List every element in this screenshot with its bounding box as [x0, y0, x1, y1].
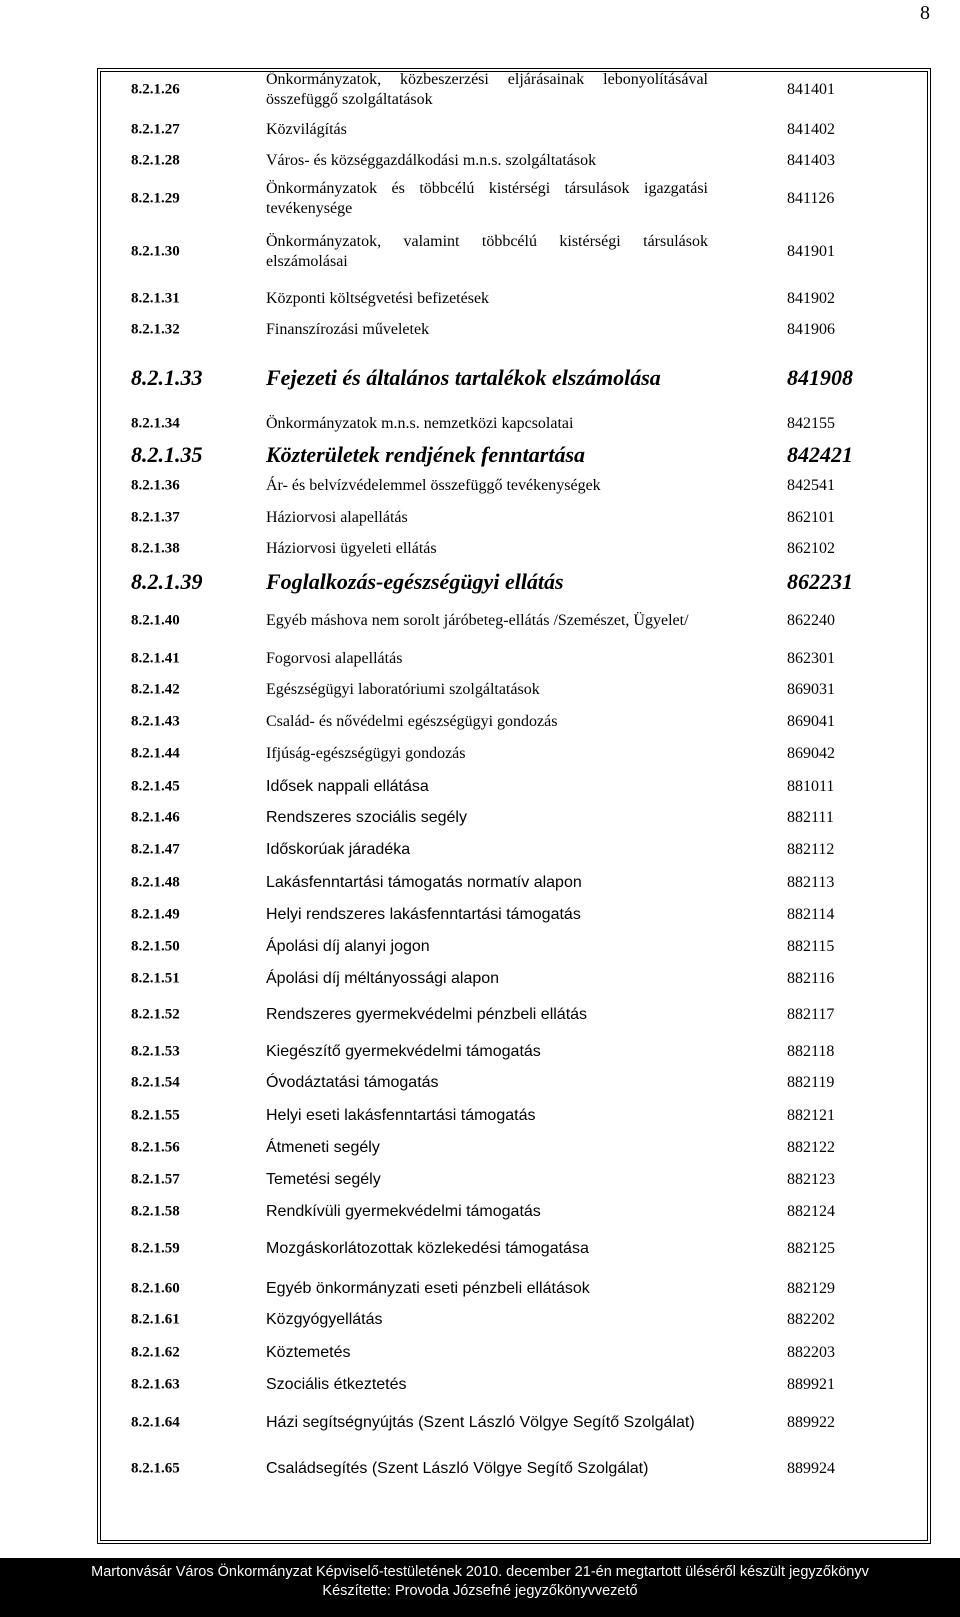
row-code: 8.2.1.44: [131, 745, 180, 762]
row-code: 8.2.1.46: [131, 809, 180, 826]
row-code: 8.2.1.65: [131, 1460, 180, 1477]
row-code: 8.2.1.58: [131, 1203, 180, 1220]
row-code: 8.2.1.37: [131, 509, 180, 526]
row-name: Mozgáskorlátozottak közlekedési támogatása: [266, 1240, 589, 1257]
row-num: 881011: [787, 778, 835, 795]
row-name: Háziorvosi alapellátás: [266, 509, 408, 526]
row-name: Család- és nővédelmi egészségügyi gondozás: [266, 713, 558, 730]
row-num: 882122: [787, 1139, 835, 1156]
row-code: 8.2.1.60: [131, 1280, 180, 1297]
row-name: Finanszírozási műveletek: [266, 321, 430, 338]
row-num: 882202: [787, 1311, 835, 1328]
row-num: 882114: [787, 906, 835, 923]
row-code: 8.2.1.34: [131, 415, 180, 432]
row-name: Ápolási díj méltányossági alapon: [266, 970, 500, 987]
table-row: [0, 1374, 960, 1396]
row-name: Központi költségvetési befizetések: [266, 290, 490, 307]
row-name: Családsegítés (Szent László Völgye Segítő Szolgálat): [266, 1460, 649, 1477]
page-footer: [0, 1558, 960, 1617]
row-num: 841402: [787, 121, 835, 138]
row-num: 869031: [787, 681, 835, 698]
table-row: [0, 179, 960, 219]
row-name: Átmeneti segély: [266, 1139, 380, 1156]
row-code: 8.2.1.27: [131, 121, 180, 138]
table-row: [0, 1201, 960, 1223]
row-name: Rendszeres szociális segély: [266, 809, 467, 826]
row-name: Önkormányzatok m.n.s. nemzetközi kapcsolatai: [266, 415, 574, 432]
row-code: 8.2.1.43: [131, 713, 180, 730]
table-row: [0, 352, 960, 404]
table-row: [0, 70, 960, 110]
table-row: [0, 743, 960, 765]
row-code: 8.2.1.45: [131, 778, 180, 795]
table-row: [0, 475, 960, 497]
row-code: 8.2.1.35: [131, 442, 203, 467]
table-row: [0, 150, 960, 172]
table-row: [0, 1309, 960, 1331]
table-row: [0, 1229, 960, 1269]
row-num: 882118: [787, 1043, 835, 1060]
row-num: 882115: [787, 938, 835, 955]
row-num: 882203: [787, 1344, 835, 1361]
row-code: 8.2.1.26: [131, 81, 180, 98]
row-name: Egyéb máshova nem sorolt járóbeteg-ellátás /Szemészet, Ügyelet/: [266, 612, 689, 629]
row-num: 882129: [787, 1280, 835, 1297]
table-row: [0, 119, 960, 141]
row-code: 8.2.1.52: [131, 1006, 180, 1023]
table-row: [0, 1004, 960, 1026]
row-num: 882121: [787, 1107, 835, 1124]
row-code: 8.2.1.62: [131, 1344, 180, 1361]
table-row: [0, 413, 960, 435]
row-code: 8.2.1.31: [131, 290, 180, 307]
row-code: 8.2.1.55: [131, 1107, 180, 1124]
table-row: [0, 1169, 960, 1191]
table-row: [0, 968, 960, 990]
row-name: Kiegészítő gyermekvédelmi támogatás: [266, 1043, 541, 1060]
row-num: 862231: [787, 569, 853, 594]
row-num: 841908: [787, 365, 853, 390]
row-num: 862301: [787, 650, 835, 667]
row-num: 862240: [787, 612, 835, 629]
row-num: 862101: [787, 509, 835, 526]
row-num: 882124: [787, 1203, 835, 1220]
row-num: 882119: [787, 1074, 835, 1091]
table-row: [0, 1105, 960, 1127]
row-code: 8.2.1.40: [131, 612, 180, 629]
row-name: Közvilágítás: [266, 121, 347, 138]
row-num: 862102: [787, 540, 835, 557]
row-num: 882113: [787, 874, 835, 891]
table-row: [0, 711, 960, 733]
row-code: 8.2.1.28: [131, 152, 180, 169]
row-code: 8.2.1.54: [131, 1074, 180, 1091]
row-name: Önkormányzatok, valamint többcélú kistérségi társulások elszámolásai: [266, 233, 708, 270]
row-name: Háziorvosi ügyeleti ellátás: [266, 540, 437, 557]
table-row: [0, 807, 960, 829]
row-code: 8.2.1.57: [131, 1171, 180, 1188]
table-row: [0, 571, 960, 593]
row-name: Város- és községgazdálkodási m.n.s. szolgáltatások: [266, 152, 597, 169]
table-row: [0, 1342, 960, 1364]
table-row: [0, 1137, 960, 1159]
row-code: 8.2.1.64: [131, 1414, 180, 1431]
row-name: Ápolási díj alanyi jogon: [266, 938, 430, 955]
row-name: Önkormányzatok és többcélú kistérségi társulások igazgatási tevékenysége: [266, 180, 708, 217]
row-num: 889924: [787, 1460, 835, 1477]
row-code: 8.2.1.42: [131, 681, 180, 698]
row-name: Egyéb önkormányzati eseti pénzbeli ellátások: [266, 1280, 590, 1297]
row-code: 8.2.1.47: [131, 841, 180, 858]
row-num: 841126: [787, 190, 835, 207]
row-num: 842155: [787, 415, 835, 432]
row-code: 8.2.1.51: [131, 970, 180, 987]
row-num: 841906: [787, 321, 835, 338]
row-name: Házi segítségnyújtás (Szent László Völgye Segítő Szolgálat): [266, 1414, 695, 1431]
row-name: Rendkívüli gyermekvédelmi támogatás: [266, 1203, 541, 1220]
row-name: Szociális étkeztetés: [266, 1376, 407, 1393]
table-row: [0, 936, 960, 958]
row-code: 8.2.1.49: [131, 906, 180, 923]
table-row: [0, 288, 960, 310]
row-code: 8.2.1.41: [131, 650, 180, 667]
row-num: 882117: [787, 1006, 835, 1023]
row-name: Rendszeres gyermekvédelmi pénzbeli ellátás: [266, 1006, 588, 1023]
row-name: Lakásfenntartási támogatás normatív alapon: [266, 874, 582, 891]
table-row: [0, 507, 960, 529]
row-num: 842421: [787, 442, 853, 467]
page-number: 8: [920, 2, 930, 24]
row-num: 882123: [787, 1171, 835, 1188]
row-code: 8.2.1.50: [131, 938, 180, 955]
row-name: Köztemetés: [266, 1344, 351, 1361]
row-num: 882112: [787, 841, 835, 858]
table-row: [0, 648, 960, 670]
row-name: Fejezeti és általános tartalékok elszámolása: [266, 365, 661, 390]
row-code: 8.2.1.59: [131, 1240, 180, 1257]
table-row: [0, 1041, 960, 1063]
row-num: 882111: [787, 809, 834, 826]
table-row: [0, 839, 960, 861]
row-name: Temetési segély: [266, 1171, 381, 1188]
row-num: 889921: [787, 1376, 835, 1393]
row-code: 8.2.1.56: [131, 1139, 180, 1156]
row-name: Óvodáztatási támogatás: [266, 1074, 439, 1091]
row-num: 869042: [787, 745, 835, 762]
row-name: Idősek nappali ellátása: [266, 778, 429, 795]
table-row: [0, 1403, 960, 1443]
table-row: [0, 601, 960, 641]
row-code: 8.2.1.48: [131, 874, 180, 891]
row-code: 8.2.1.39: [131, 569, 203, 594]
row-name: Önkormányzatok, közbeszerzési eljárásainak lebonyolításával összefüggő szolgáltatások: [266, 71, 708, 108]
table-row: [0, 872, 960, 894]
row-name: Foglalkozás-egészségügyi ellátás: [266, 569, 564, 594]
row-name: Közgyógyellátás: [266, 1311, 383, 1328]
row-num: 841403: [787, 152, 835, 169]
row-code: 8.2.1.53: [131, 1043, 180, 1060]
row-code: 8.2.1.33: [131, 365, 203, 390]
table-row: [0, 1072, 960, 1094]
row-name: Közterületek rendjének fenntartása: [266, 442, 586, 467]
table-row: [0, 232, 960, 272]
table-row: [0, 319, 960, 341]
row-code: 8.2.1.29: [131, 190, 180, 207]
row-code: 8.2.1.63: [131, 1376, 180, 1393]
row-code: 8.2.1.32: [131, 321, 180, 338]
row-name: Ifjúság-egészségügyi gondozás: [266, 745, 466, 762]
row-num: 869041: [787, 713, 835, 730]
row-name: Helyi eseti lakásfenntartási támogatás: [266, 1107, 536, 1124]
footer-line-2: Készítette: Provoda Józsefné jegyzőkönyvvezető: [322, 1583, 638, 1599]
table-row: [0, 679, 960, 701]
row-name: Helyi rendszeres lakásfenntartási támogatás: [266, 906, 581, 923]
row-code: 8.2.1.38: [131, 540, 180, 557]
table-row: [0, 904, 960, 926]
table-row: [0, 1449, 960, 1489]
row-code: 8.2.1.36: [131, 477, 180, 494]
table-row: [0, 538, 960, 560]
row-name: Időskorúak járadéka: [266, 841, 411, 858]
table-row: [0, 1278, 960, 1300]
row-num: 889922: [787, 1414, 835, 1431]
row-code: 8.2.1.61: [131, 1311, 180, 1328]
row-num: 882125: [787, 1240, 835, 1257]
row-name: Fogorvosi alapellátás: [266, 650, 403, 667]
row-num: 841401: [787, 81, 835, 98]
table-row: [0, 776, 960, 798]
footer-line-1: Martonvásár Város Önkormányzat Képviselő-testületének 2010. december 21-én megtartott üléséről készült jegyzőkönyv: [91, 1564, 869, 1580]
row-name: Egészségügyi laboratóriumi szolgáltatások: [266, 681, 540, 698]
row-num: 841901: [787, 243, 835, 260]
row-num: 882116: [787, 970, 835, 987]
row-name: Ár- és belvízvédelemmel összefüggő tevékenységek: [266, 477, 601, 494]
row-code: 8.2.1.30: [131, 243, 180, 260]
table-row: [0, 444, 960, 466]
row-num: 842541: [787, 477, 835, 494]
row-num: 841902: [787, 290, 835, 307]
